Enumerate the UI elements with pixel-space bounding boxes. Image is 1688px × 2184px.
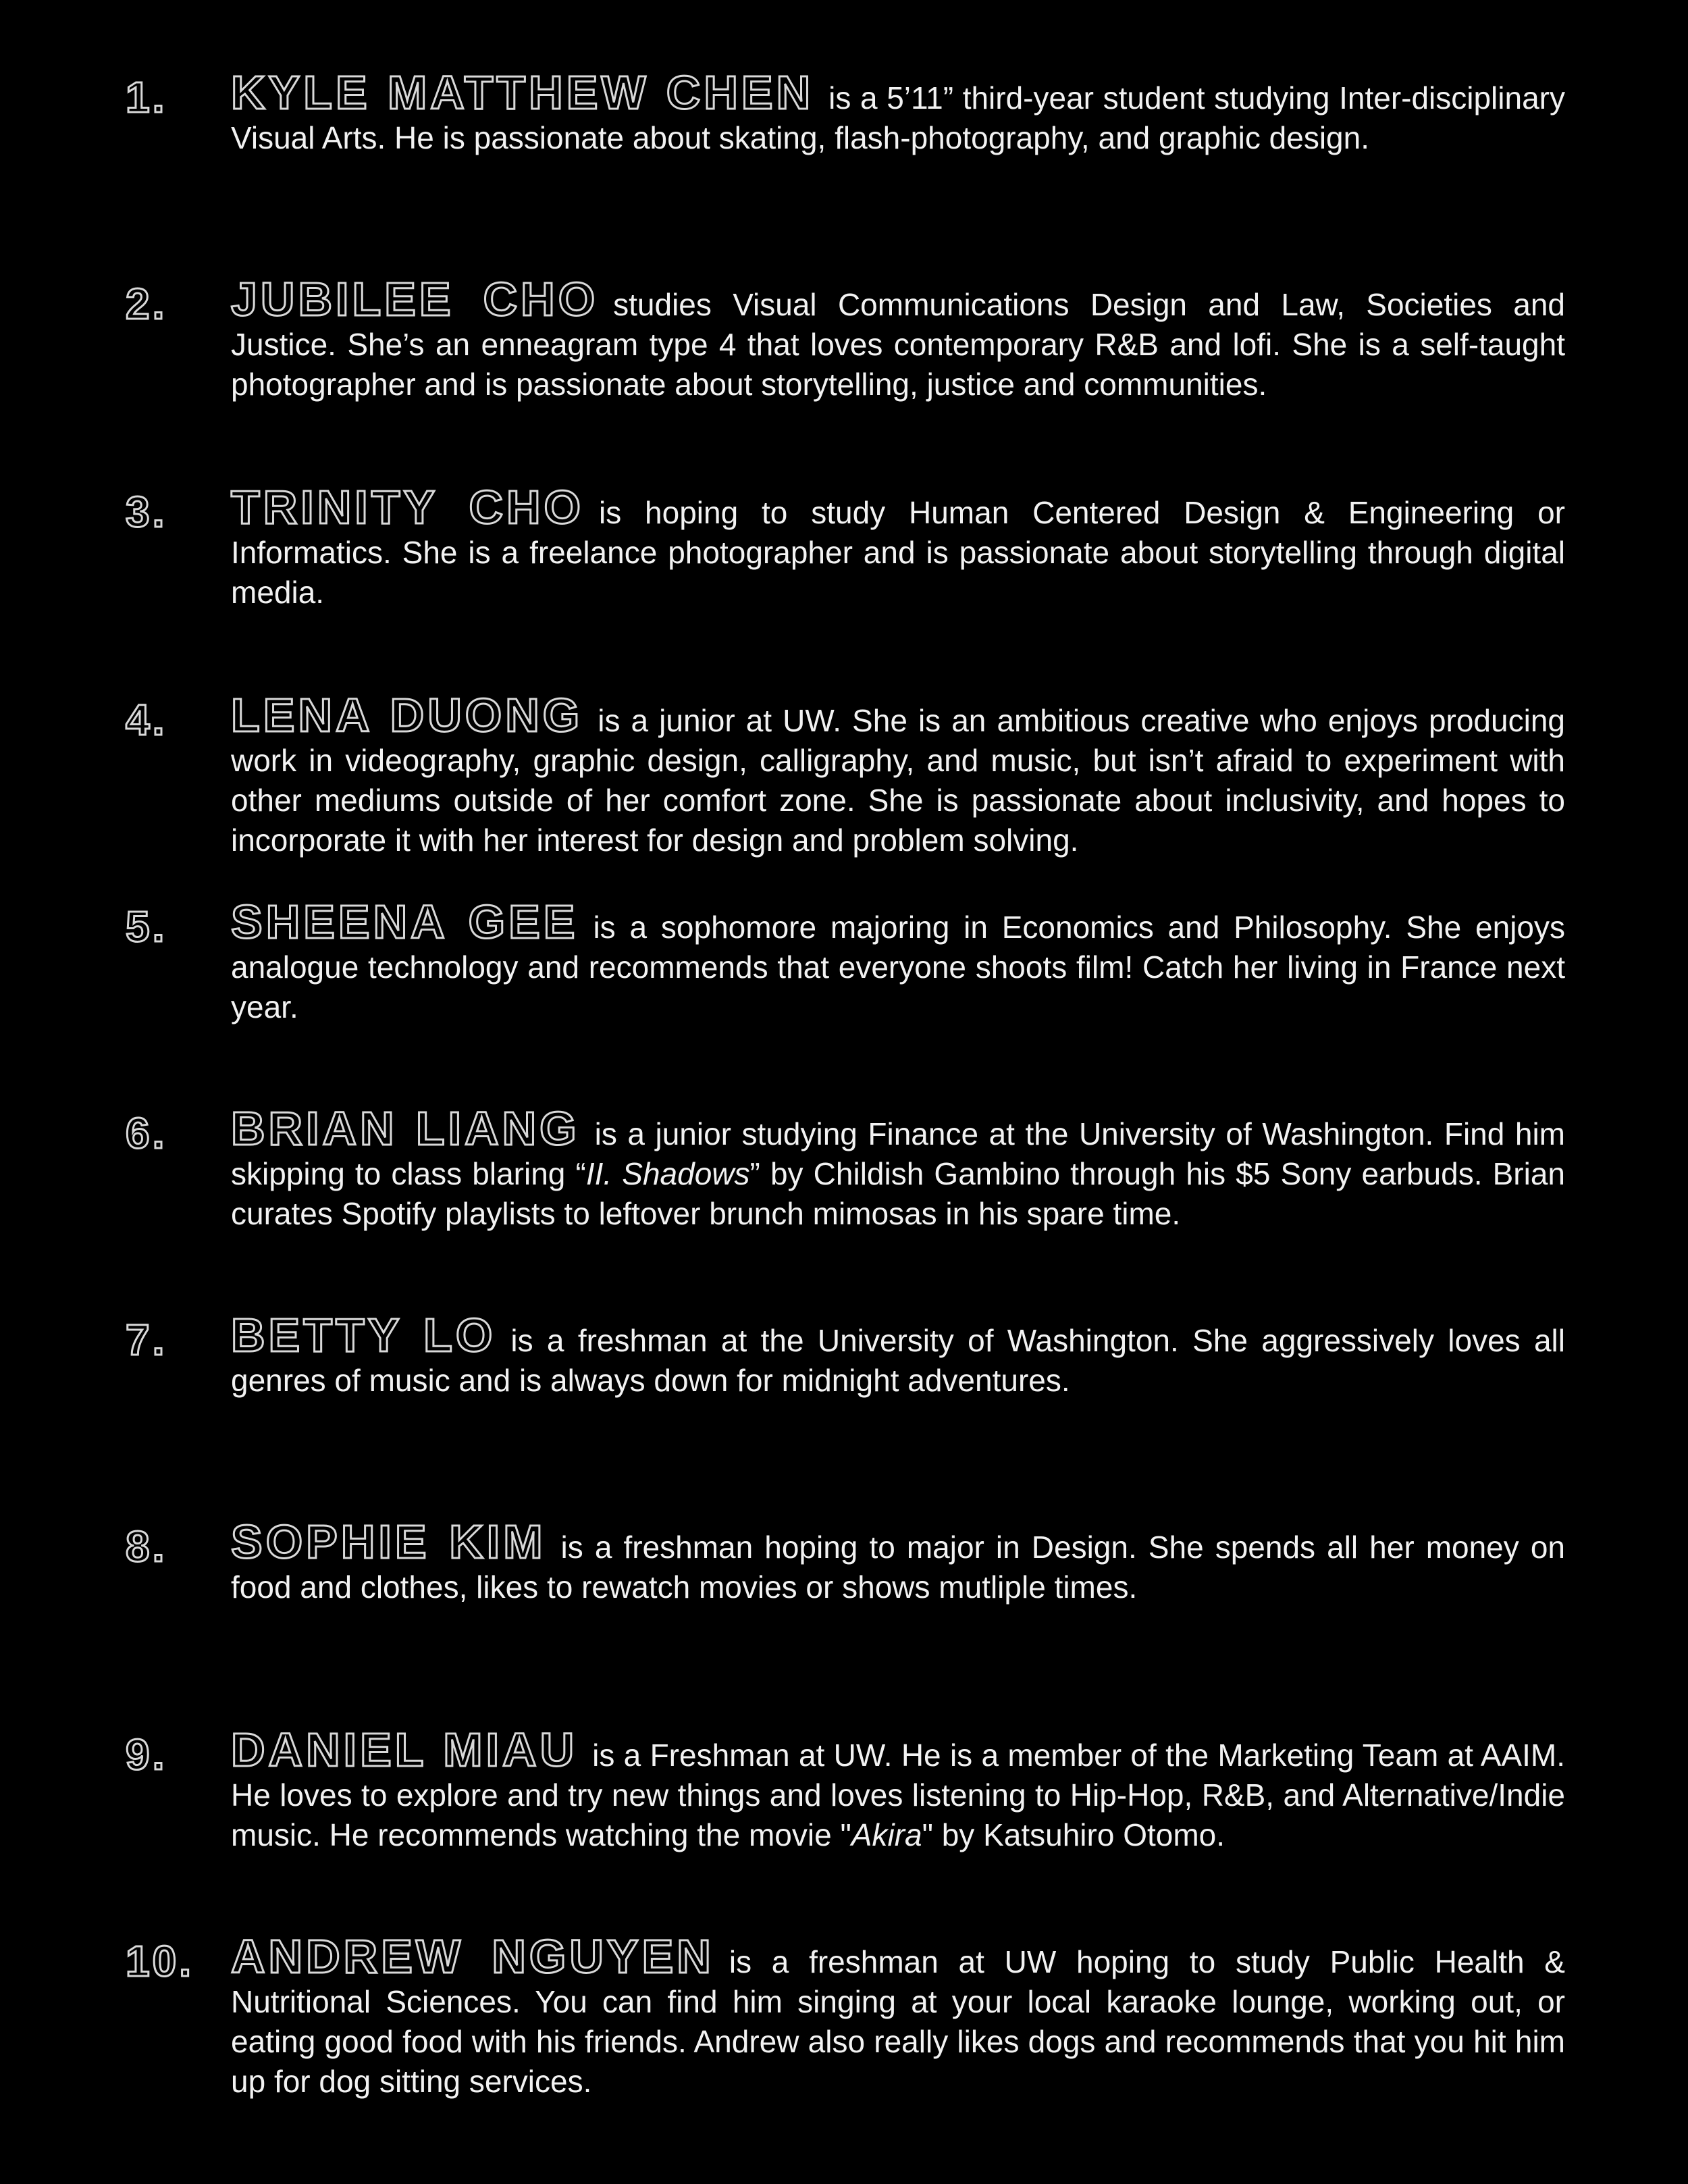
entry-bio: [231, 689, 1565, 860]
entry-description-continued: " by Katsuhiro Otomo.: [922, 1817, 1225, 1852]
entry-bio: [231, 481, 1565, 613]
entry-number: 10.: [126, 1937, 194, 1985]
entry-name: LENA DUONG: [231, 689, 583, 742]
entry-number: 2.: [126, 280, 167, 328]
entry-description: is hoping to study Human Centered Design & Engineering or Informatics. She is a freelance photographer and is passionate about storytelling through digital media.: [231, 495, 1565, 610]
entry-number: 4.: [126, 696, 167, 744]
entry-name: KYLE MATTHEW CHEN: [231, 66, 814, 119]
entry-bio: [231, 1930, 1565, 2102]
entry-description: is a freshman hoping to major in Design. She spends all her money on food and clothes, likes to rewatch movies or shows mutliple times.: [231, 1530, 1565, 1605]
entry-bio: [231, 66, 1565, 158]
entry-name: TRINITY CHO: [231, 481, 584, 534]
entry-bio: [231, 1515, 1565, 1607]
entry-description: is a 5’11” third-year student studying Inter-disciplinary Visual Arts. He is passionate about skating, flash-photography, and graphic design.: [231, 80, 1565, 155]
entry-number: 6.: [126, 1109, 167, 1158]
entry-bio: [231, 895, 1565, 1027]
entry-description: is a junior studying Finance at the University of Washington. Find him skipping to class blaring “: [231, 1116, 1565, 1191]
entry-name: BETTY LO: [231, 1309, 496, 1361]
entry-name: JUBILEE CHO: [231, 273, 599, 326]
entry-name: DANIEL MIAU: [231, 1723, 578, 1776]
entry-description: is a Freshman at UW. He is a member of the Marketing Team at AAIM. He loves to explore and try new things and loves listening to Hip-Hop, R&B, and Alternative/Indie music. He recommends watching the movie ": [231, 1738, 1565, 1852]
entry-bio: [231, 1102, 1566, 1234]
entry-description: is a junior at UW. She is an ambitious creative who enjoys producing work in videography, graphic design, calligraphy, and music, but isn’t afraid to experiment with other mediums outside of her comfort zone. She is passionate about inclusivity, and hopes to incorporate it with her interest for design and problem solving.: [231, 703, 1565, 858]
entry-number: 7.: [126, 1316, 167, 1364]
entry-number: 8.: [126, 1522, 167, 1571]
entry-number: 1.: [126, 73, 167, 122]
entry-name: SOPHIE KIM: [231, 1515, 546, 1568]
entry-name: BRIAN LIANG: [231, 1102, 580, 1155]
entry-name: ANDREW NGUYEN: [231, 1930, 714, 1983]
entry-number: 9.: [126, 1730, 167, 1779]
entry-description: studies Visual Communications Design and Law, Societies and Justice. She’s an enneagram type 4 that loves contemporary R&B and lofi. She is a self-taught photographer and is passionate about storytelling, justice and communities.: [231, 287, 1565, 402]
movie-title: Akira: [851, 1817, 922, 1852]
entry-number: 5.: [126, 902, 167, 951]
entry-description: is a freshman at UW hoping to study Public Health & Nutritional Sciences. You can find him singing at your local karaoke lounge, working out, or eating good food with his friends. Andrew also really likes dogs and recommends that you hit him up for dog sitting services.: [231, 1944, 1565, 2099]
song-title: II. Shadows: [585, 1156, 750, 1191]
entry-name: SHEENA GEE: [231, 895, 579, 948]
entry-bio: [231, 273, 1565, 405]
entry-description: is a freshman at the University of Washington. She aggressively loves all genres of music and is always down for midnight adventures.: [231, 1323, 1565, 1398]
entry-description: is a sophomore majoring in Economics and Philosophy. She enjoys analogue technology and recommends that everyone shoots film! Catch her living in France next year.: [231, 910, 1565, 1024]
entry-bio: [231, 1723, 1565, 1855]
entry-description-continued: ” by Childish Gambino through his $5 Sony earbuds. Brian curates Spotify playlists to leftover brunch mimosas in his spare time.: [231, 1156, 1566, 1231]
entry-bio: [231, 1309, 1565, 1401]
entry-number: 3.: [126, 488, 167, 536]
